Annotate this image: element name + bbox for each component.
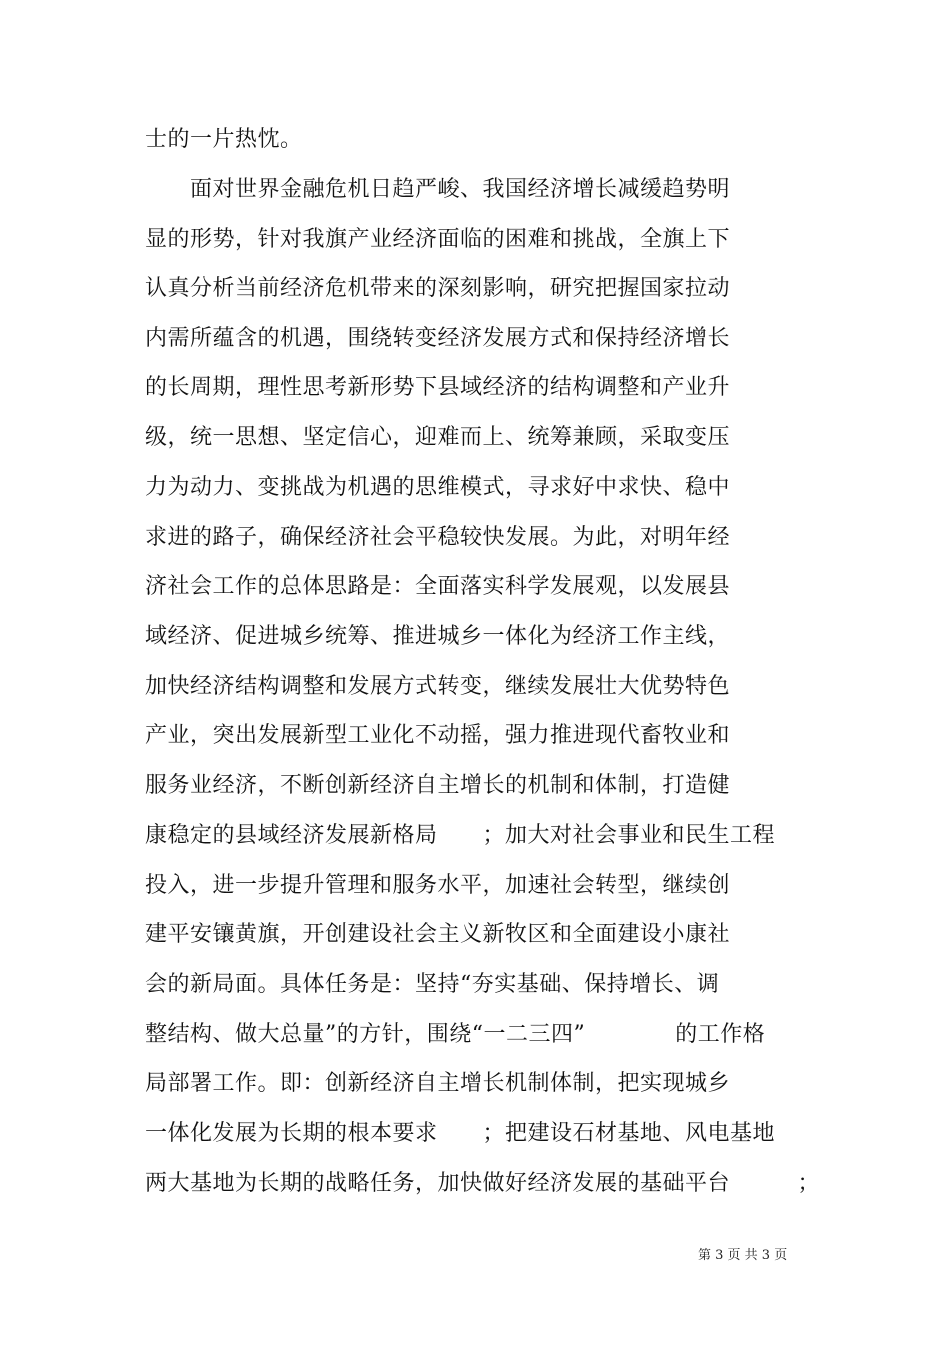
text-line: 服务业经济，不断创新经济自主增长的机制和体制，打造健 [145,773,731,798]
text-line: 康稳定的县域经济发展新格局 ；加大对社会事业和民生工程 [145,823,776,848]
text-line: 投入，进一步提升管理和服务水平，加速社会转型，继续创 [145,873,731,898]
text-line: 整结构、做大总量”的方针，围绕“一二三四” 的工作格 [145,1022,766,1047]
text-line: 局部署工作。即：创新经济自主增长机制体制，把实现城乡 [145,1071,731,1096]
text-line: 的长周期，理性思考新形势下县域经济的结构调整和产业升 [145,375,731,400]
text-line: 面对世界金融危机日趋严峻、我国经济增长减缓趋势明 [145,177,731,202]
text-line: 显的形势，针对我旗产业经济面临的困难和挑战，全旗上下 [145,227,731,252]
text-line: 加快经济结构调整和发展方式转变，继续发展壮大优势特色 [145,674,731,699]
text-line: 会的新局面。具体任务是：坚持“夯实基础、保持增长、调 [145,972,720,997]
text-line: 内需所蕴含的机遇，围绕转变经济发展方式和保持经济增长 [145,326,731,351]
text-line: 级，统一思想、坚定信心，迎难而上、统筹兼顾，采取变压 [145,425,731,450]
text-line: 力为动力、变挑战为机遇的思维模式，寻求好中求快、稳中 [145,475,731,500]
text-line: 济社会工作的总体思路是：全面落实科学发展观，以发展县 [145,574,731,599]
text-line: 两大基地为长期的战略任务，加快做好经济发展的基础平台 ； [145,1171,821,1196]
text-line: 建平安镶黄旗，开创建设社会主义新牧区和全面建设小康社 [145,922,731,947]
text-line: 认真分析当前经济危机带来的深刻影响，研究把握国家拉动 [145,276,731,301]
text-line: 一体化发展为长期的根本要求 ；把建设石材基地、风电基地 [145,1121,776,1146]
text-line: 域经济、促进城乡统筹、推进城乡一体化为经济工作主线， [145,624,731,649]
text-line: 求进的路子，确保经济社会平稳较快发展。为此，对明年经 [145,525,731,550]
page-number-footer: 第 3 页 共 3 页 [698,1248,788,1263]
text-line: 士的一片热忱。 [145,127,303,152]
text-line: 产业，突出发展新型工业化不动摇，强力推进现代畜牧业和 [145,723,731,748]
